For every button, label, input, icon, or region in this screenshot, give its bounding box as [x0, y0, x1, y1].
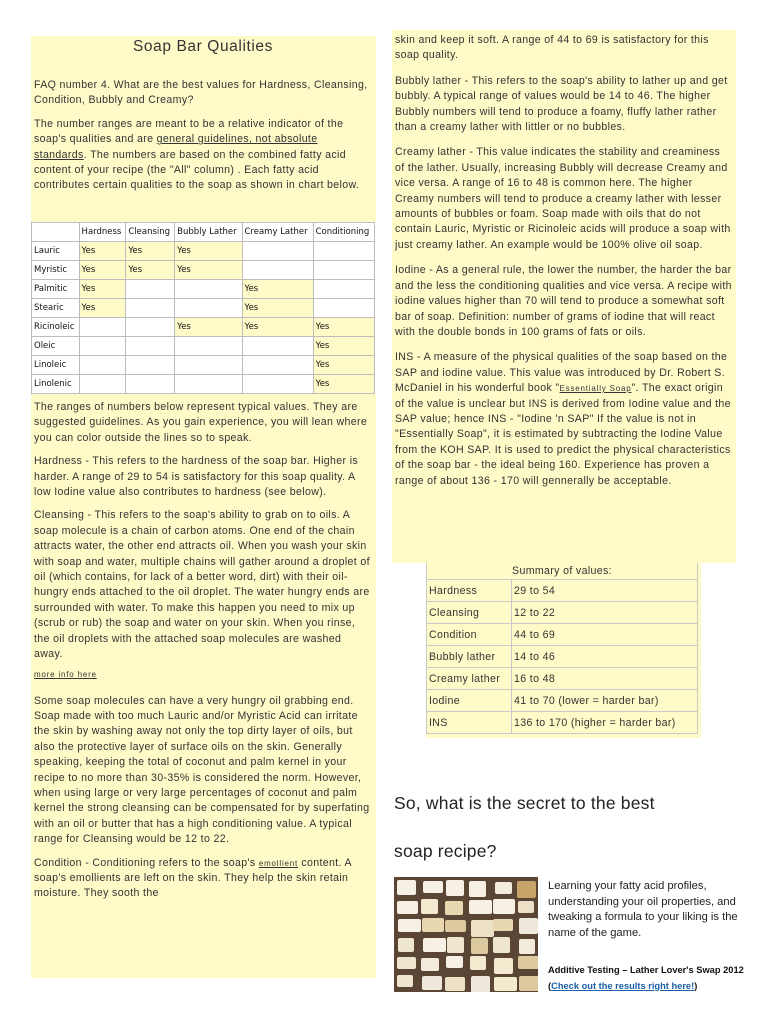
table-cell [126, 375, 175, 394]
hardness-paragraph: Hardness - This refers to the hardness of the soap bar. Higher is harder. A range of 29 to 54 is satisfactory for this soap quality. A low Iodine value also contributes to hardness (see below). [34, 455, 359, 499]
summary-quality: Cleansing [427, 602, 512, 624]
table-row [32, 337, 375, 356]
creamy-paragraph: Creamy lather - This value indicates the stability and creaminess of the lather. Usually, increasing Bubbly will decrease Creamy and vice versa. A range of 16 to 48 is common here. The higher Creamy numbers will tend to produce a creamy lather with lesser amounts of bubbles or foam. Soap made with oils that do not contain Lauric, Myristic or Ricinoleic acids will produce a soap with just creamy lather. An example would be 100% olive oil soap. [395, 146, 731, 251]
table-cell [126, 337, 175, 356]
soap-bar [447, 937, 464, 953]
fatty-acid-table-wrapper [31, 222, 376, 394]
table-row [32, 261, 375, 280]
summary-table [426, 563, 698, 734]
summary-table-wrapper [426, 563, 701, 738]
table-header-cell [32, 223, 80, 242]
table-cell: Yes [79, 280, 126, 299]
soap-bar [446, 880, 464, 896]
soap-bar [397, 957, 416, 969]
soap-bar [471, 920, 494, 937]
page-title: Soap Bar Qualities [132, 38, 274, 55]
table-cell [313, 280, 374, 299]
table-cell [126, 299, 175, 318]
table-cell: Yes [79, 242, 126, 261]
table-cell: Yes [126, 242, 175, 261]
emollient-link[interactable]: emollient [258, 858, 299, 868]
table-cell [242, 375, 313, 394]
summary-range: 136 to 170 (higher = harder bar) [512, 712, 698, 734]
soap-bar [422, 976, 442, 990]
fatty-acid-name: Palmitic [32, 280, 80, 299]
table-cell [313, 242, 374, 261]
soap-bar [421, 958, 439, 971]
table-cell: Yes [175, 261, 242, 280]
soap-bar [423, 938, 446, 952]
table-cell: Yes [313, 337, 374, 356]
soap-bar [518, 956, 538, 969]
soap-bar [494, 958, 513, 974]
condition-paragraph: Condition - Conditioning refers to the soap's emollient content. A soap's emollients are left on the skin. They help the skin retain moisture. They sooth the [34, 856, 352, 900]
soap-bar [471, 938, 488, 954]
table-cell [313, 299, 374, 318]
summary-row [427, 668, 698, 690]
table-cell: Yes [313, 375, 374, 394]
summary-row [427, 624, 698, 646]
faq-question: FAQ number 4. What are the best values for Hardness, Cleansing, Condition, Bubbly and Creamy? [34, 79, 368, 107]
table-cell: Yes [242, 280, 313, 299]
fatty-acid-name: Linoleic [32, 356, 80, 375]
fatty-acid-table [31, 222, 375, 394]
table-row [32, 318, 375, 337]
summary-quality: Bubbly lather [427, 646, 512, 668]
summary-title: Summary of values: [427, 563, 698, 580]
bubbly-paragraph: Bubbly lather - This refers to the soap's ability to lather up and get bubbly. A typical range of values would be 14 to 46. The higher Bubbly numbers will tend to produce a foamy, fluffy lather rather than a creamy lather with littler or no bubbles. [395, 74, 728, 134]
lauric-paragraph: Some soap molecules can have a very hungry oil grabbing end. Soap made with too much Lauric and/or Myristic Acid can irritate the skin by washing away not only the top dirty layer of oils, but also the protective layer of surface oils on the skin. Generally speaking, keeping the total of coconut and palm kernel in your recipe to no more than 30-35% is considered the norm. However, when using large or very large percentages of coconut and palm kernel the strong cleansing can be compensated for by superfating with an oil or butter that has a high conditioning value. A typical range for Cleansing would be 12 to 22. [34, 694, 370, 846]
soap-bar [423, 881, 443, 893]
soap-bar [445, 977, 465, 991]
summary-row [427, 602, 698, 624]
table-cell [126, 318, 175, 337]
table-row [32, 375, 375, 394]
soap-bar [470, 956, 486, 970]
ins-paragraph: INS - A measure of the physical qualities of the soap based on the SAP and iodine value. This value was introduced by Dr. Robert S. McDaniel in his wonderful book "Essentially Soap". The exact origin of the value is unclear but INS is derived from Iodine value and the SAP value; hence INS - "Iodine 'n SAP" If the value is not in "Essentially Soap", it is estimated by subtracting the Iodine Value from the KOH SAP. It is used to predict the physical characteristics of the soap bar - the ideal being 160. Experience has proven a range of about 136 - 170 will gennerally be acceptable. [395, 351, 731, 487]
fatty-acid-name: Myristic [32, 261, 80, 280]
table-cell [126, 280, 175, 299]
table-cell: Yes [79, 299, 126, 318]
summary-range: 12 to 22 [512, 602, 698, 624]
table-cell [175, 356, 242, 375]
table-cell [126, 356, 175, 375]
soap-bar [397, 901, 418, 914]
table-cell: Yes [313, 356, 374, 375]
secret-heading-line1: So, what is the secret to the best [394, 793, 655, 813]
soap-bar [445, 901, 463, 915]
soap-bar [421, 899, 438, 914]
table-cell [242, 261, 313, 280]
soap-bars-photo [394, 877, 538, 992]
intro-paragraph: The number ranges are meant to be a relative indicator of the soap's qualities and are general guidelines, not absolute standards. The numbers are based on the combined fatty acid content of your recipe (the "All" column) . Each fatty acid contributes certain qualities to the soap as shown in chart below. [34, 117, 360, 192]
table-cell: Yes [313, 318, 374, 337]
summary-quality: Condition [427, 624, 512, 646]
table-cell [242, 337, 313, 356]
table-cell: Yes [126, 261, 175, 280]
table-header-cell: Creamy Lather [242, 223, 313, 242]
summary-row [427, 690, 698, 712]
ranges-paragraph: The ranges of numbers below represent typical values. They are suggested guidelines. As you gain experience, you will lean where you can color outside the lines so to speak. [34, 401, 368, 444]
more-info-link[interactable]: more info here [34, 669, 97, 679]
summary-row [427, 646, 698, 668]
condition-continued: skin and keep it soft. A range of 44 to 69 is satisfactory for this soap quality. [395, 34, 709, 62]
summary-range: 41 to 70 (lower = harder bar) [512, 690, 698, 712]
soap-bar [519, 976, 538, 991]
soap-bar [493, 937, 510, 953]
right-column [392, 30, 736, 563]
soap-bar [397, 975, 413, 987]
soap-bar [397, 880, 416, 895]
table-cell: Yes [175, 242, 242, 261]
soap-bar [469, 900, 492, 914]
fatty-acid-name: Oleic [32, 337, 80, 356]
table-cell [79, 356, 126, 375]
table-header-cell: Cleansing [126, 223, 175, 242]
essentially-soap-link[interactable]: Essentially Soap [559, 384, 632, 394]
summary-quality: Hardness [427, 580, 512, 602]
table-header-cell: Conditioning [313, 223, 374, 242]
cleansing-paragraph: Cleansing - This refers to the soap's ability to grab on to oils. A soap molecule is a chain of carbon atoms. One end of the chain attracts water, the other end attracts oil. When you wash your skin with soap and water, multiple chains will gather around a droplet of oil (which contains, for lack of a better word, dirt) with their oil-hungry ends attached to the oil droplet. The water hungry ends are surrounded with water. To make this happen you need to mix up (scrub or rub) the soap and water on your skin. When you rinse, the oil droplets with the attached soap molecules are washed away. [34, 509, 370, 661]
left-column-lower [34, 400, 372, 902]
soap-bar [422, 918, 444, 932]
summary-range: 16 to 48 [512, 668, 698, 690]
table-header-cell: Bubbly Lather [175, 223, 242, 242]
soap-bar [398, 919, 421, 932]
table-cell: Yes [79, 261, 126, 280]
summary-quality: Creamy lather [427, 668, 512, 690]
soap-bar [517, 881, 536, 898]
soap-bar [446, 956, 463, 968]
photo-caption: Learning your fatty acid profiles, understanding your oil properties, and tweaking a formula to your liking is the name of the game. [548, 880, 738, 939]
summary-quality: Iodine [427, 690, 512, 712]
soap-bar [518, 901, 534, 913]
table-cell [242, 356, 313, 375]
table-header-row [32, 223, 375, 242]
soap-bar [445, 920, 466, 932]
table-cell: Yes [242, 318, 313, 337]
table-row [32, 356, 375, 375]
table-cell [79, 375, 126, 394]
table-row [32, 242, 375, 261]
soap-bar [469, 881, 486, 897]
summary-quality: INS [427, 712, 512, 734]
soap-bar [495, 882, 512, 894]
summary-row [427, 712, 698, 734]
soap-bar [494, 977, 517, 991]
table-row [32, 280, 375, 299]
soap-bar [493, 899, 515, 914]
iodine-paragraph: Iodine - As a general rule, the lower the number, the harder the bar and the less the conditioning qualities and vice versa. A recipe with iodine values higher than 70 will tend to produce a somewhat soft bar of soap. Definition: number of grams of iodine that will react with the double bonds in 100 grams of fats or oils. [395, 264, 732, 338]
table-cell [79, 337, 126, 356]
fatty-acid-name: Linolenic [32, 375, 80, 394]
fatty-acid-name: Stearic [32, 299, 80, 318]
soap-bar [493, 919, 513, 931]
table-header-cell: Hardness [79, 223, 126, 242]
table-row [32, 299, 375, 318]
soap-bar [471, 976, 490, 992]
table-cell [175, 375, 242, 394]
fatty-acid-name: Lauric [32, 242, 80, 261]
table-cell: Yes [242, 299, 313, 318]
summary-range: 29 to 54 [512, 580, 698, 602]
guidelines-link[interactable]: general guidelines, not absolute standards [34, 133, 318, 161]
fatty-acid-name: Ricinoleic [32, 318, 80, 337]
table-cell: Yes [175, 318, 242, 337]
results-link[interactable]: Check out the results right here! [551, 981, 695, 991]
photo-credit: Additive Testing – Lather Lover's Swap 2012 (Check out the results right here!) [548, 965, 744, 991]
soap-bar [519, 939, 535, 954]
summary-range: 44 to 69 [512, 624, 698, 646]
summary-range: 14 to 46 [512, 646, 698, 668]
table-cell [242, 242, 313, 261]
soap-bar [519, 918, 538, 934]
table-cell [313, 261, 374, 280]
table-cell [79, 318, 126, 337]
summary-row [427, 580, 698, 602]
soap-bar [398, 938, 414, 952]
table-cell [175, 280, 242, 299]
secret-heading-line2: soap recipe? [394, 841, 497, 861]
table-cell [175, 299, 242, 318]
table-cell [175, 337, 242, 356]
